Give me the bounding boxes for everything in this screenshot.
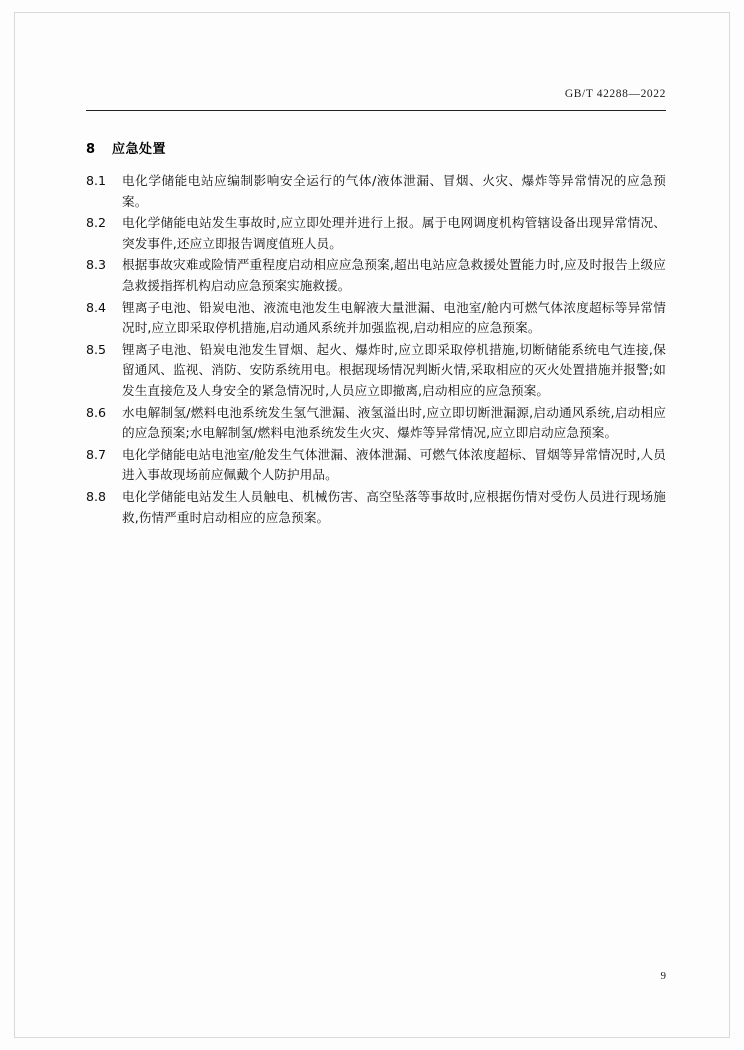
clause-text: 锂离子电池、铅炭电池发生冒烟、起火、爆炸时,应立即采取停机措施,切断储能系统电气连接,保留通风、监视、消防、安防系统用电。根据现场情况判断火情,采取相应的灭火处置措施并报警;如发生直接危及人身安全的紧急情况时,人员应立即撤离,启动相应的应急预案。 xyxy=(122,341,666,398)
clause-text: 电化学储能电站电池室/舱发生气体泄漏、液体泄漏、可燃气体浓度超标、冒烟等异常情况时,人员进入事故现场前应佩戴个人防护用品。 xyxy=(122,446,666,483)
clause-text: 电化学储能电站发生事故时,应立即处理并进行上报。属于电网调度机构管辖设备出现异常情况、突发事件,还应立即报告调度值班人员。 xyxy=(122,215,666,251)
clause-8-1 xyxy=(86,171,666,212)
clause-8-2 xyxy=(86,213,666,254)
clause-number: 8.6 xyxy=(86,404,107,420)
standard-id-header: GB/T 42288—2022 xyxy=(564,88,666,100)
clause-number: 8.5 xyxy=(86,341,107,357)
header-rule xyxy=(86,110,666,111)
clause-number: 8.2 xyxy=(86,215,107,231)
clause-8-4 xyxy=(86,298,666,339)
clause-8-7 xyxy=(86,445,666,486)
clause-8-5 xyxy=(86,340,666,402)
clause-text: 电化学储能电站应编制影响安全运行的气体/液体泄漏、冒烟、火灾、爆炸等异常情况的应急预案。 xyxy=(122,173,666,209)
clause-8-8 xyxy=(86,487,666,528)
clause-number: 8.8 xyxy=(86,488,107,504)
section-number: 8 xyxy=(86,142,96,157)
clause-text: 根据事故灾难或险情严重程度启动相应应急预案,超出电站应急救援处置能力时,应及时报告上级应急救援指挥机构启动应急预案实施救援。 xyxy=(122,257,666,293)
section-heading xyxy=(86,138,666,157)
clause-text: 锂离子电池、铅炭电池、液流电池发生电解液大量泄漏、电池室/舱内可燃气体浓度超标等异常情况时,应立即采取停机措施,启动通风系统并加强监视,启动相应的应急预案。 xyxy=(122,299,666,336)
clause-text: 电化学储能电站发生人员触电、机械伤害、高空坠落等事故时,应根据伤情对受伤人员进行现场施救,伤情严重时启动相应的应急预案。 xyxy=(122,488,666,525)
clause-number: 8.3 xyxy=(86,257,107,273)
clause-text: 水电解制氢/燃料电池系统发生氢气泄漏、液氢溢出时,应立即切断泄漏源,启动通风系统,启动相应的应急预案;水电解制氢/燃料电池系统发生火灾、爆炸等异常情况,应立即启动应急预案。 xyxy=(122,404,666,441)
section-title-text: 应急处置 xyxy=(112,142,167,157)
clause-8-3 xyxy=(86,255,666,296)
clause-8-6 xyxy=(86,403,666,444)
clause-number: 8.4 xyxy=(86,299,107,315)
clause-number: 8.1 xyxy=(86,173,107,188)
page-number: 9 xyxy=(660,970,666,982)
clause-number: 8.7 xyxy=(86,446,107,462)
page-content xyxy=(86,138,666,529)
